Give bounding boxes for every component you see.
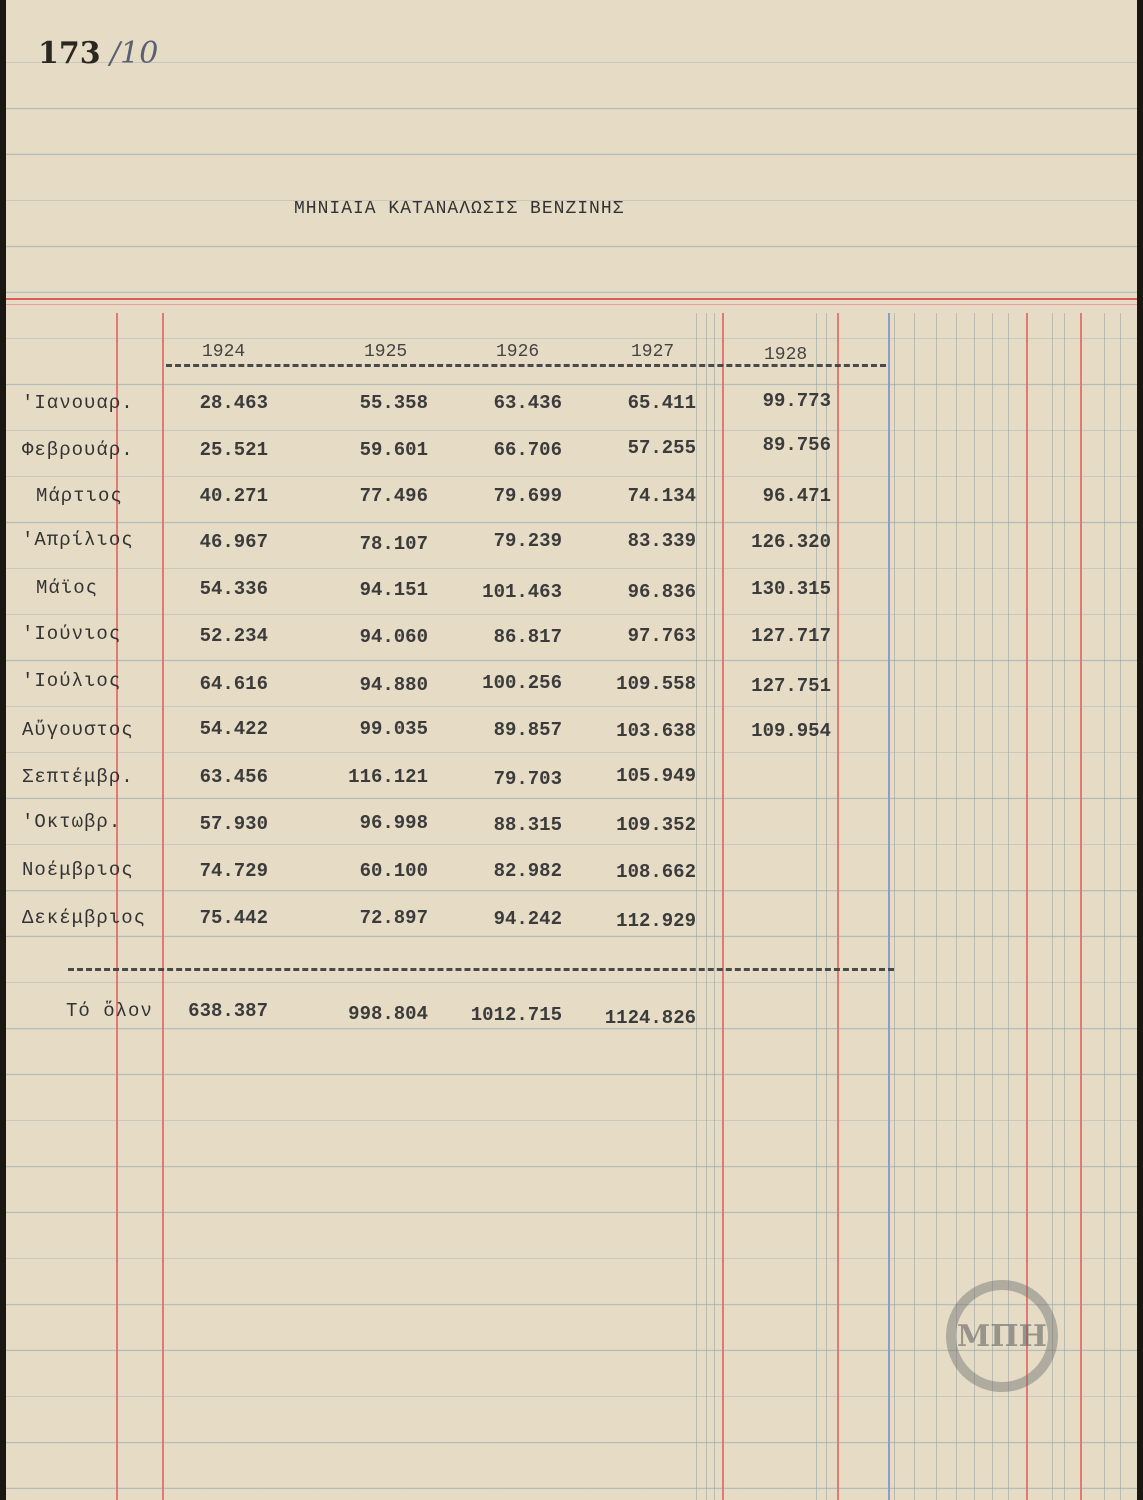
value-cell: 89.756	[762, 434, 831, 456]
value-cell: 99.773	[762, 390, 831, 412]
month-label: 'Ιούνιος	[22, 623, 122, 645]
value-cell: 54.336	[199, 578, 268, 600]
value-cell: 63.436	[493, 392, 562, 414]
grid-line	[1104, 313, 1105, 1500]
total-cell: 998.804	[348, 1003, 428, 1025]
value-cell: 96.998	[359, 812, 428, 834]
value-cell: 40.271	[199, 485, 268, 507]
total-cell: 1124.826	[604, 1007, 696, 1029]
document-title: ΜΗΝΙΑΙΑ ΚΑΤΑΝΑΛΩΣΙΣ ΒΕΝΖΙΝΗΣ	[294, 199, 625, 219]
header-red-rule-thin	[6, 304, 1137, 305]
value-cell: 79.239	[493, 530, 562, 552]
value-cell: 83.339	[627, 530, 696, 552]
value-cell: 94.880	[359, 674, 428, 696]
value-cell: 46.967	[199, 531, 268, 553]
month-label: Δεκέμβριος	[22, 907, 147, 929]
value-cell: 59.601	[359, 439, 428, 461]
value-cell: 57.930	[199, 813, 268, 835]
value-cell: 74.729	[199, 860, 268, 882]
month-label: 'Ιανουαρ.	[22, 392, 134, 414]
total-label: Τό ὅλον	[66, 1000, 153, 1022]
value-cell: 77.496	[359, 485, 428, 507]
archive-seal	[946, 1280, 1058, 1392]
ledger-sheet	[6, 0, 1137, 1500]
value-cell: 96.471	[762, 485, 831, 507]
year-header: 1928	[764, 345, 808, 365]
value-cell: 64.616	[199, 673, 268, 695]
month-label: Αὔγουστος	[22, 719, 134, 741]
value-cell: 82.982	[493, 860, 562, 882]
value-cell: 94.242	[493, 908, 562, 930]
value-cell: 116.121	[348, 766, 428, 788]
value-cell: 88.315	[493, 814, 562, 836]
value-cell: 109.558	[616, 673, 696, 695]
value-cell: 94.060	[359, 626, 428, 648]
value-cell: 86.817	[493, 626, 562, 648]
value-cell: 74.134	[627, 485, 696, 507]
seal-text: ΜΠΗ	[957, 1318, 1047, 1354]
value-cell: 78.107	[359, 533, 428, 555]
value-cell: 109.954	[751, 720, 831, 742]
value-cell: 127.717	[751, 625, 831, 647]
total-cell: 638.387	[188, 1000, 268, 1022]
value-cell: 57.255	[627, 437, 696, 459]
value-cell: 97.763	[627, 625, 696, 647]
value-cell: 126.320	[751, 531, 831, 553]
value-cell: 101.463	[482, 581, 562, 603]
month-label: 'Ιούλιος	[22, 670, 122, 692]
value-cell: 112.929	[616, 910, 696, 932]
month-label: 'Απρίλιος	[22, 529, 134, 551]
month-label: 'Οκτωβρ.	[22, 811, 122, 833]
value-cell: 108.662	[616, 861, 696, 883]
month-label: Νοέμβριος	[22, 859, 134, 881]
reference-number: 173	[38, 36, 101, 71]
header-red-rule	[6, 298, 1137, 300]
grid-line	[1120, 313, 1121, 1500]
total-dashed-rule	[68, 968, 894, 971]
year-header: 1926	[496, 342, 540, 362]
grid-line	[1064, 313, 1065, 1500]
value-cell: 103.638	[616, 720, 696, 742]
column-line	[837, 313, 839, 1500]
value-cell: 75.442	[199, 907, 268, 929]
value-cell: 79.699	[493, 485, 562, 507]
grid-line	[936, 313, 937, 1500]
total-cell: 1012.715	[470, 1004, 562, 1026]
value-cell: 130.315	[751, 578, 831, 600]
month-label: Μάρτιος	[36, 485, 123, 507]
grid-line	[706, 313, 707, 1500]
value-cell: 96.836	[627, 581, 696, 603]
value-cell: 63.456	[199, 766, 268, 788]
value-cell: 127.751	[751, 675, 831, 697]
value-cell: 105.949	[616, 765, 696, 787]
value-cell: 79.703	[493, 768, 562, 790]
month-label: Φεβρουάρ.	[22, 439, 134, 461]
value-cell: 94.151	[359, 579, 428, 601]
value-cell: 66.706	[493, 439, 562, 461]
year-header: 1927	[631, 342, 675, 362]
year-header: 1925	[364, 342, 408, 362]
value-cell: 54.422	[199, 718, 268, 740]
column-line-blue	[888, 313, 890, 1500]
column-line	[1080, 313, 1082, 1500]
value-cell: 28.463	[199, 392, 268, 414]
grid-line	[696, 313, 697, 1500]
value-cell: 72.897	[359, 907, 428, 929]
value-cell: 60.100	[359, 860, 428, 882]
month-label: Σεπτέμβρ.	[22, 766, 134, 788]
value-cell: 89.857	[493, 719, 562, 741]
grid-line	[914, 313, 915, 1500]
reference-subnumber: /10	[110, 36, 159, 71]
value-cell: 109.352	[616, 814, 696, 836]
value-cell: 25.521	[199, 439, 268, 461]
year-header: 1924	[202, 342, 246, 362]
value-cell: 52.234	[199, 625, 268, 647]
value-cell: 65.411	[627, 392, 696, 414]
header-dashed-rule	[166, 364, 886, 367]
value-cell: 99.035	[359, 718, 428, 740]
grid-line	[894, 313, 895, 1500]
value-cell: 100.256	[482, 672, 562, 694]
month-label: Μάϊος	[36, 577, 99, 599]
value-cell: 55.358	[359, 392, 428, 414]
